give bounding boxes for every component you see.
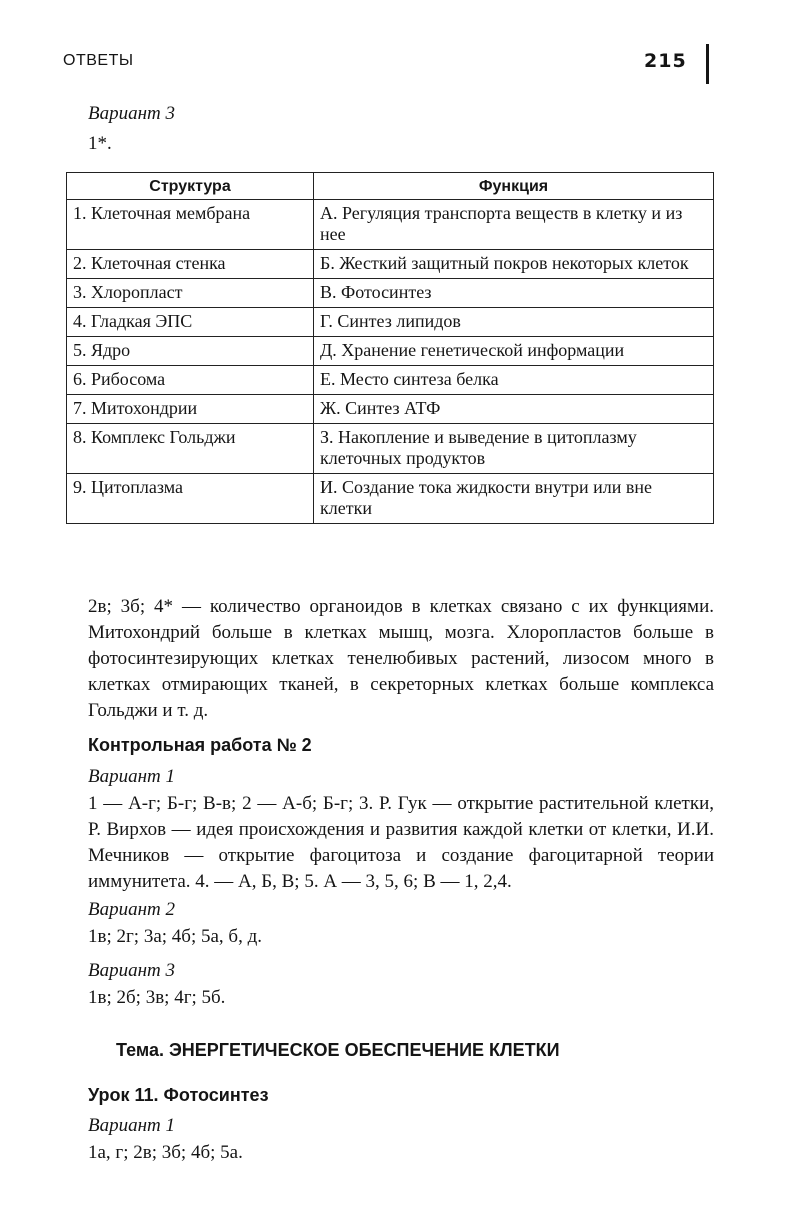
lesson-variant-label: Вариант 1 (88, 1115, 176, 1136)
structure-function-table (66, 172, 714, 524)
task-number: 1*. (88, 133, 112, 154)
page-number: 215 (644, 50, 687, 72)
column-header-structure: Структура (67, 173, 314, 200)
structure-cell: 6. Рибосома (67, 366, 314, 395)
structure-cell: 7. Митохондрии (67, 395, 314, 424)
lesson-title: Урок 11. Фотосинтез (88, 1085, 269, 1105)
section-title: ОТВЕТЫ (63, 52, 134, 69)
control-variant-3-text: 1в; 2б; 3в; 4г; 5б. (88, 987, 226, 1008)
control-work-title: Контрольная работа № 2 (88, 735, 312, 755)
structure-cell: 4. Гладкая ЭПС (67, 308, 314, 337)
control-variant-3-label: Вариант 3 (88, 960, 176, 981)
table-row (67, 474, 714, 524)
function-cell: Ж. Синтез АТФ (314, 395, 714, 424)
answer-paragraph: 2в; 3б; 4* — количество органоидов в клетках связано с их функциями. Митохондрий больше в клетках мышц, мозга. Хлоропластов больше в фотосинтезирующих клетках тенелюбивых растений, лизосом много в клетках отмирающих тканей, в секреторных клетках больше комплекса Гольджи и т. д. (88, 596, 714, 721)
control-variant-1-text: 1 — А-г; Б-г; В-в; 2 — А-б; Б-г; 3. Р. Гук — открытие растительной клетки, Р. Вирхов — идея происхождения и развития каждой клетки от клетки, И.И. Мечников — открытие фагоцитоза и создание фагоцитарной теории иммунитета. 4. — А, Б, В; 5. А — 3, 5, 6; В — 1, 2,4. (88, 793, 714, 892)
topic-title: Тема. ЭНЕРГЕТИЧЕСКОЕ ОБЕСПЕЧЕНИЕ КЛЕТКИ (116, 1040, 560, 1060)
header-rule (706, 44, 709, 84)
function-cell: В. Фотосинтез (314, 279, 714, 308)
control-variant-1-label: Вариант 1 (88, 766, 176, 787)
table-row (67, 395, 714, 424)
function-cell: З. Накопление и выведение в цитоплазму клеточных продуктов (314, 424, 714, 474)
structure-cell: 9. Цитоплазма (67, 474, 314, 524)
column-header-function: Функция (314, 173, 714, 200)
function-cell: Г. Синтез липидов (314, 308, 714, 337)
structure-cell: 3. Хлоропласт (67, 279, 314, 308)
structure-cell: 5. Ядро (67, 337, 314, 366)
table-row (67, 337, 714, 366)
lesson-answer: 1а, г; 2в; 3б; 4б; 5а. (88, 1142, 243, 1163)
structure-cell: 8. Комплекс Гольджи (67, 424, 314, 474)
function-cell: Д. Хранение генетической информации (314, 337, 714, 366)
table-row (67, 279, 714, 308)
table-header-row (67, 173, 714, 200)
structure-cell: 1. Клеточная мембрана (67, 200, 314, 250)
control-variant-2-label: Вариант 2 (88, 899, 176, 920)
control-variant-2-text: 1в; 2г; 3а; 4б; 5а, б, д. (88, 926, 262, 947)
table-row (67, 250, 714, 279)
table-row (67, 308, 714, 337)
structure-cell: 2. Клеточная стенка (67, 250, 314, 279)
table-row (67, 424, 714, 474)
variant-label: Вариант 3 (88, 103, 176, 124)
function-cell: Е. Место синтеза белка (314, 366, 714, 395)
function-cell: Б. Жесткий защитный покров некоторых клеток (314, 250, 714, 279)
table-row (67, 366, 714, 395)
function-cell: А. Регуляция транспорта веществ в клетку и из нее (314, 200, 714, 250)
table-row (67, 200, 714, 250)
function-cell: И. Создание тока жидкости внутри или вне клетки (314, 474, 714, 524)
